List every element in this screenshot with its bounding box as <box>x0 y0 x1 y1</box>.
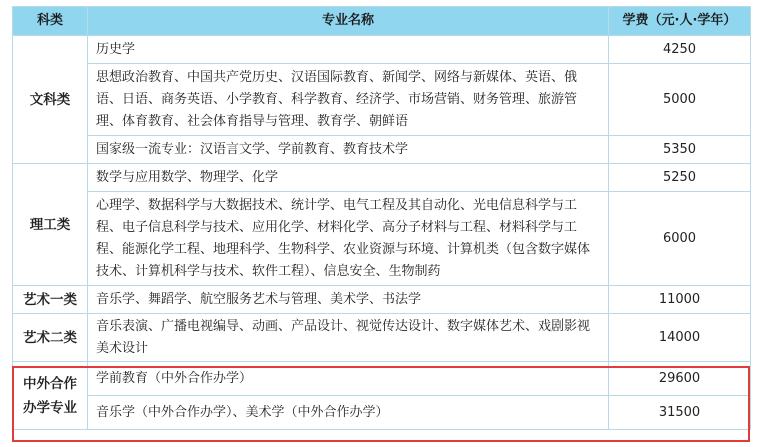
table-row <box>13 64 751 136</box>
fee-cell: 5000 <box>609 64 751 136</box>
table-row <box>13 286 751 314</box>
table-row <box>13 362 751 396</box>
fee-cell: 14000 <box>609 314 751 362</box>
tuition-table <box>12 6 751 430</box>
tuition-table-container <box>12 6 750 442</box>
category-yishu1: 艺术一类 <box>13 286 88 314</box>
table-row <box>13 36 751 64</box>
major-cell: 音乐学、舞蹈学、航空服务艺术与管理、美术学、书法学 <box>88 286 609 314</box>
table-row <box>13 396 751 430</box>
table-row <box>13 164 751 192</box>
table-row <box>13 192 751 286</box>
fee-cell: 11000 <box>609 286 751 314</box>
header-row <box>13 7 751 36</box>
header-major: 专业名称 <box>88 7 609 36</box>
major-cell: 心理学、数据科学与大数据技术、统计学、电气工程及其自动化、光电信息科学与工程、电子信息科学与技术、应用化学、材料化学、高分子材料与工程、材料科学与工程、能源化学工程、地理科学、生物科学、农业资源与环境、计算机类（包含数字媒体技术、计算机科学与技术、软件工程）、信息安全、生物制药 <box>88 192 609 286</box>
major-cell: 思想政治教育、中国共产党历史、汉语国际教育、新闻学、网络与新媒体、英语、俄语、日语、商务英语、小学教育、科学教育、经济学、市场营销、财务管理、旅游管理、体育教育、社会体育指导与管理、教育学、朝鲜语 <box>88 64 609 136</box>
fee-cell: 5350 <box>609 136 751 164</box>
fee-cell: 31500 <box>609 396 751 430</box>
category-wenke: 文科类 <box>13 36 88 164</box>
fee-cell: 4250 <box>609 36 751 64</box>
category-ligong: 理工类 <box>13 164 88 286</box>
major-cell: 历史学 <box>88 36 609 64</box>
category-zhongwai: 中外合作办学专业 <box>13 362 88 430</box>
major-cell: 数学与应用数学、物理学、化学 <box>88 164 609 192</box>
major-cell: 国家级一流专业：汉语言文学、学前教育、教育技术学 <box>88 136 609 164</box>
major-cell: 学前教育（中外合作办学） <box>88 362 609 396</box>
fee-cell: 5250 <box>609 164 751 192</box>
table-row <box>13 314 751 362</box>
major-cell: 音乐学（中外合作办学）、美术学（中外合作办学） <box>88 396 609 430</box>
header-fee: 学费（元·人·学年） <box>609 7 751 36</box>
header-category: 科类 <box>13 7 88 36</box>
fee-cell: 6000 <box>609 192 751 286</box>
major-cell: 音乐表演、广播电视编导、动画、产品设计、视觉传达设计、数字媒体艺术、戏剧影视美术设计 <box>88 314 609 362</box>
category-yishu2: 艺术二类 <box>13 314 88 362</box>
fee-cell: 29600 <box>609 362 751 396</box>
table-row <box>13 136 751 164</box>
